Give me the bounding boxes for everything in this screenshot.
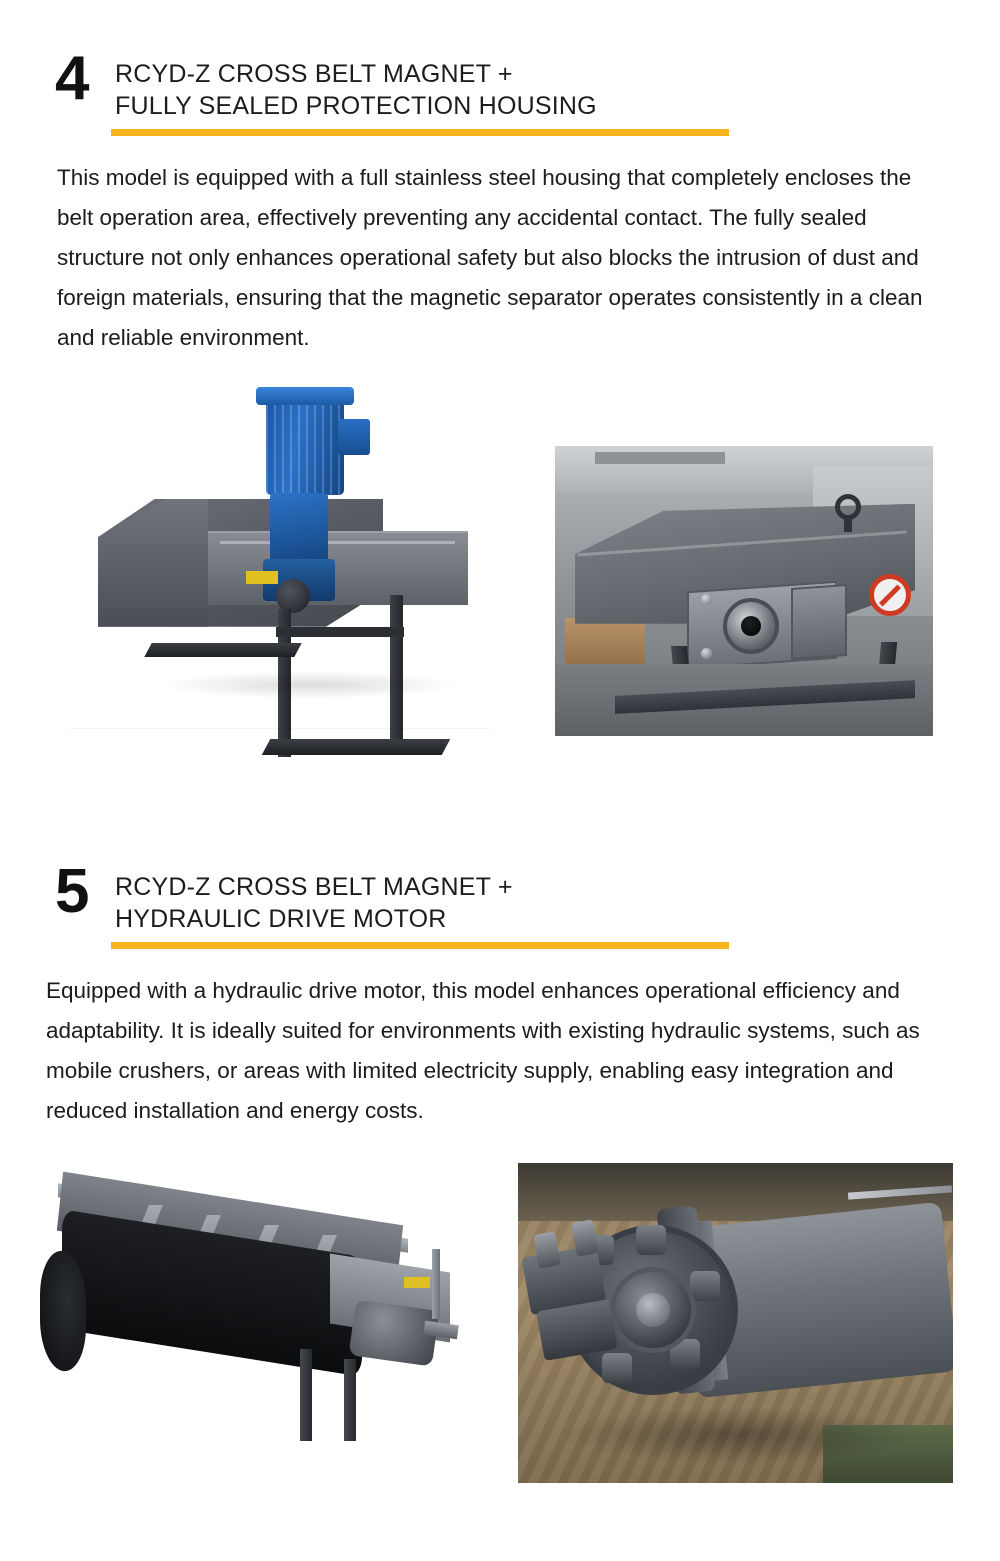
piston-lobe — [602, 1353, 632, 1383]
warning-decal-icon — [869, 574, 911, 616]
section-4-title-underline — [111, 129, 729, 136]
piston-lobe — [690, 1271, 720, 1301]
bolt — [701, 594, 712, 605]
section-5-heading — [0, 841, 1000, 949]
hydraulic-drive-motor-closeup — [518, 1163, 953, 1483]
section-5-body-text: Equipped with a hydraulic drive motor, this model enhances operational efficiency and adaptability. It is ideally suited for environments with existing hydraulic systems, such as mobile crushers, or areas with limited electricity supply, enabling easy integration and reduced installation and energy costs. — [46, 977, 920, 1123]
support-leg-right — [344, 1359, 356, 1441]
lifting-eye-stem — [844, 516, 852, 532]
support-crossbar — [276, 627, 404, 637]
support-leg-left — [300, 1349, 312, 1441]
piston-lobe — [636, 1225, 666, 1255]
section-4-title-line-1: RCYD-Z CROSS BELT MAGNET + — [115, 60, 513, 88]
sealed-housing-mounting-bracket-closeup — [555, 446, 933, 736]
section-5-title-block — [115, 841, 1000, 949]
section-4-title-line-2: FULLY SEALED PROTECTION HOUSING — [115, 92, 597, 120]
section-4-body-text: This model is equipped with a full stainless steel housing that completely encloses the belt operation area, effectively preventing any accidental contact. The fully sealed structure not only enhances operational safety but also blocks the intrusion of dust and foreign materials, ensuring that the magnetic separator operates consistently in a clean and reliable environment. — [57, 165, 923, 351]
bolt — [701, 648, 712, 659]
section-5-number: 5 — [55, 856, 88, 926]
section-5-images — [0, 1153, 1000, 1493]
electric-motor-fins — [266, 399, 344, 495]
yellow-warning-label — [404, 1277, 430, 1288]
ceiling-beam — [595, 452, 725, 464]
side-plate — [791, 584, 847, 660]
housing-frame-highlight — [220, 541, 455, 544]
drive-pulley — [276, 579, 310, 613]
drop-shadow — [160, 671, 460, 699]
yellow-warning-label — [246, 571, 278, 584]
section-5-title-line-2: HYDRAULIC DRIVE MOTOR — [115, 904, 447, 933]
section-5-title-underline — [111, 942, 729, 949]
cross-belt-magnet-sealed-housing-full-view — [70, 381, 490, 781]
belt-end-pulley — [40, 1248, 86, 1375]
section-4-images — [0, 381, 1000, 801]
cross-belt-magnet-hydraulic-unit-full-view — [0, 1153, 500, 1453]
bearing-hub-center — [741, 616, 761, 636]
electric-motor-fan-cover — [256, 387, 354, 405]
base-beam-right — [262, 739, 451, 755]
section-5 — [0, 841, 1000, 1494]
support-leg-right — [390, 595, 403, 743]
section-4-title-block — [115, 28, 1000, 136]
electric-motor-terminal-box — [338, 419, 370, 455]
base-beam-left — [144, 643, 301, 657]
drop-shadow — [558, 1407, 918, 1463]
section-5-title-line-1: RCYD-Z CROSS BELT MAGNET + — [115, 872, 513, 901]
section-4-heading — [0, 28, 1000, 136]
housing-hood-side — [98, 499, 208, 627]
section-4 — [0, 28, 1000, 801]
gearbox-upper — [270, 493, 328, 565]
adjustment-rod — [432, 1249, 440, 1319]
section-4-number: 4 — [55, 44, 88, 113]
